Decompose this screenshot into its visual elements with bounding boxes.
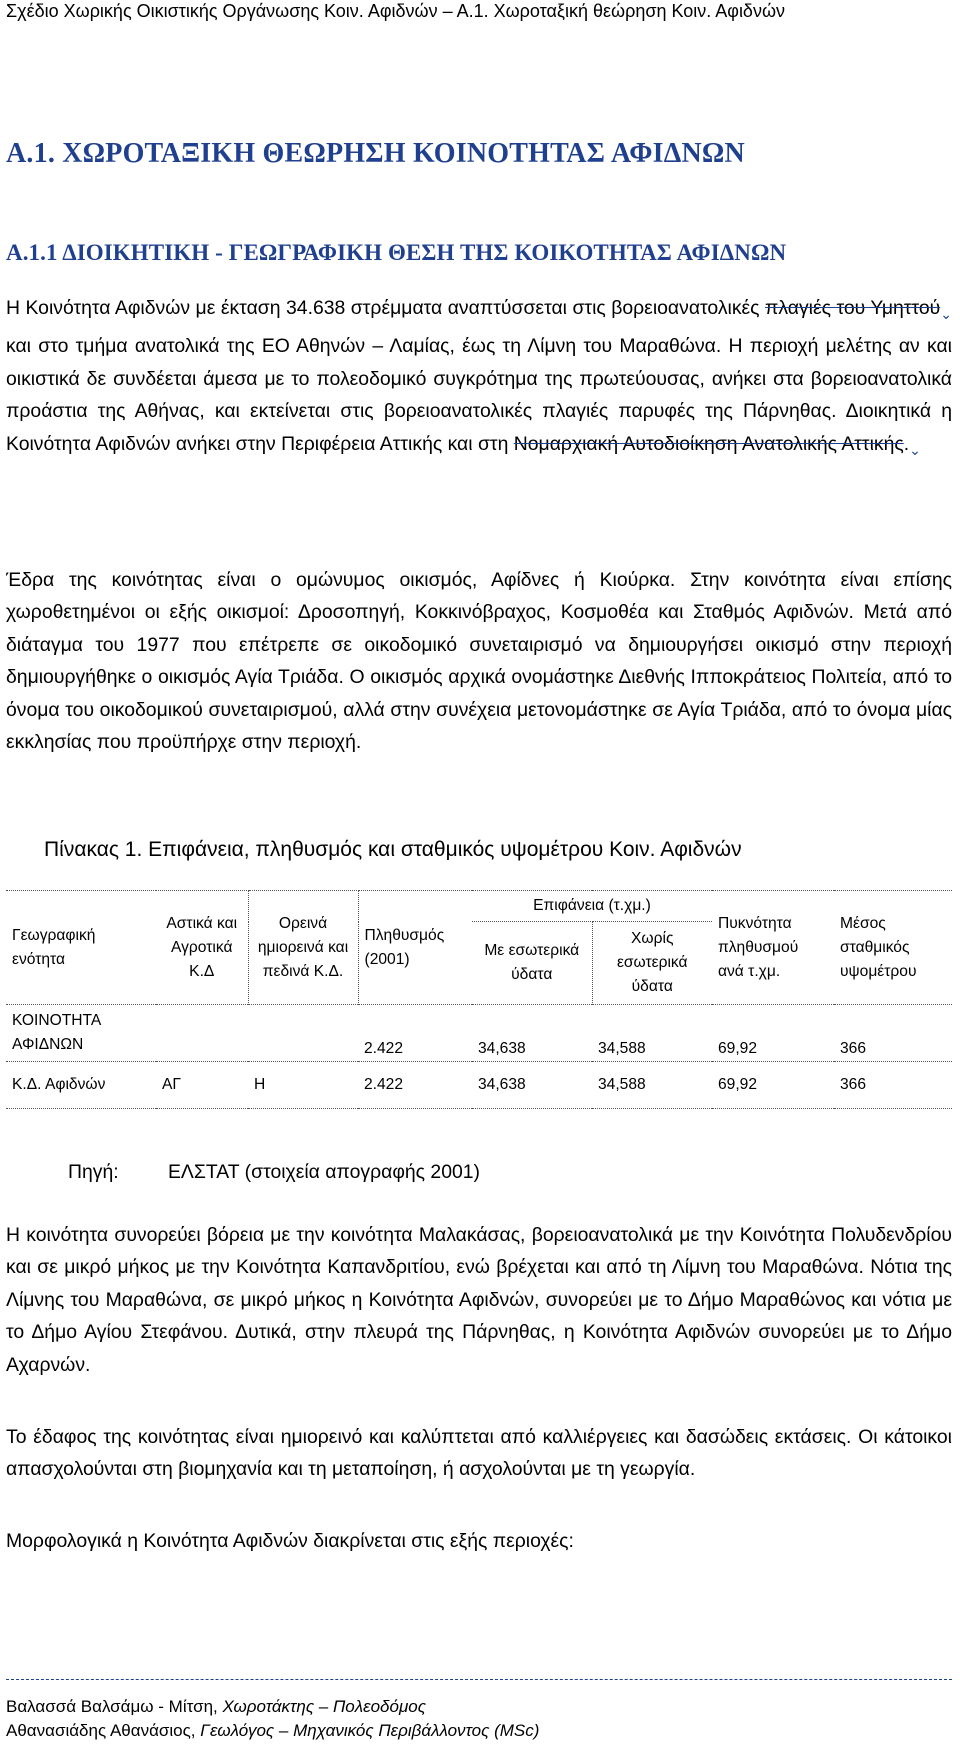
footer-role-1: Χωροτάκτης – Πολεοδόμος — [222, 1697, 426, 1716]
cell-geo: ΚΟΙΝΟΤΗΤΑ ΑΦΙΔΝΩΝ — [6, 1005, 156, 1062]
header-density: Πυκνότητα πληθυσμού ανά τ.χμ. — [712, 891, 834, 1005]
footer-divider — [6, 1679, 952, 1680]
footer-line-1 — [6, 1695, 539, 1719]
cell-with-water: 34,638 — [472, 1062, 592, 1109]
cell-geo: Κ.Δ. Αφιδνών — [6, 1062, 156, 1109]
header-mountain: Ορεινά ημιορεινά και πεδινά Κ.Δ. — [248, 891, 358, 1005]
heading-section: Α.1.1 ΔΙΟΙΚΗΤΙΚΗ - ΓΕΩΓΡΑΦΙΚΗ ΘΕΣΗ ΤΗΣ ΚΟΙΚΟΤΗΤΑΣ ΑΦΙΔΝΩΝ — [6, 240, 787, 265]
page-footer — [6, 1695, 539, 1743]
page-header: Σχέδιο Χωρικής Οικιστικής Οργάνωσης Κοιν. Αφιδνών – Α.1. Χωροταξική θεώρηση Κοιν. Αφιδνών — [6, 1, 786, 21]
header-urban: Αστικά και Αγροτικά Κ.Δ — [156, 891, 248, 1005]
cell-with-water: 34,638 — [472, 1005, 592, 1062]
paragraph-borders: Η κοινότητα συνορεύει βόρεια με την κοινότητα Μαλακάσας, βορειοανατολικά με την Κοινότητα Πολυδενδρίου και σε μικρό μήκος με την Κοινότητα Καπανδριτίου, ενώ βρέχεται και από τη Λίμνη του Μαραθώνα. Νότια της Λίμνης του Μαραθώνα, σε μικρό μήκος η Κοινότητα Αφιδνών, συνορεύει με το Δήμο Μαραθώνος και νότια με το Δήμο Αγίου Στεφάνου. Δυτικά, στην πλευρά της Πάρνηθας, η Κοινότητα Αφιδνών συνορεύει με το Δήμο Αχαρνών. — [6, 1224, 952, 1376]
table-caption: Πίνακας 1. Επιφάνεια, πληθυσμός και σταθμικός υψομέτρου Κοιν. Αφιδνών — [44, 838, 742, 861]
footer-author-2: Αθανασιάδης Αθανάσιος, — [6, 1721, 201, 1740]
para1-text-c: . — [903, 432, 910, 455]
footer-role-2: Γεωλόγος – Μηχανικός Περιβάλλοντος (MSc) — [200, 1721, 540, 1740]
source-text: ΕΛΣΤΑΤ (στοιχεία απογραφής 2001) — [168, 1161, 480, 1183]
footer-line-2 — [6, 1719, 539, 1743]
paragraph-settlements: Έδρα της κοινότητας είναι ο ομώνυμος οικισμός, Αφίδνες ή Κιούρκα. Στην κοινότητα είναι επίσης χωροθετημένοι οι εξής οικισμοί: Δροσοπηγή, Κοκκινόβραχος, Κοσμοθέα και Σταθμός Αφιδνών. Μετά από διάταγμα του 1977 που επέτρεπε σε οικοδομικό συνεταιρισμό να δημιουργήσει οικισμό στην περιοχή δημιουργήθηκε ο οικισμός Αγία Τριάδα. Ο οικισμός αρχικά ονομάστηκε Διεθνής Ιπποκράτειος Πολιτεία, από το όνομα του οικοδομικού συνεταιρισμού, αλλά στην συνέχεια μετονομάστηκε σε Αγία Τριάδα, από το όνομα μίας εκκλησίας που προϋπήρχε στην περιοχή. — [6, 569, 952, 754]
paragraph-terrain: Το έδαφος της κοινότητας είναι ημιορεινό και καλύπτεται από καλλιέργειες και δασώδεις εκτάσεις. Οι κάτοικοι απασχολούνται στη βιομηχανία και τη μεταποίηση, ή ασχολούνται με τη γεωργία. — [6, 1426, 952, 1481]
para1-text-a: Η Κοινότητα Αφιδνών με έκταση 34.638 στρέμματα αναπτύσσεται στις βορειοανατολικές — [6, 297, 765, 319]
table-row — [6, 1005, 952, 1062]
cell-population: 2.422 — [358, 1005, 472, 1062]
cell-urban: ΑΓ — [156, 1062, 248, 1109]
cell-altitude: 366 — [834, 1062, 952, 1109]
revision-mark: ⌄ — [909, 441, 921, 458]
heading-main: Α.1. ΧΩΡΟΤΑΞΙΚΗ ΘΕΩΡΗΣΗ ΚΟΙΝΟΤΗΤΑΣ ΑΦΙΔΝΩΝ — [6, 138, 745, 169]
header-altitude: Μέσος σταθμικός υψομέτρου — [834, 891, 952, 1005]
statistics-table — [6, 890, 952, 1109]
cell-urban — [156, 1005, 248, 1062]
para1-text-b: και στο τμήμα ανατολικά της ΕΟ Αθηνών – Λαμίας, έως τη Λίμνη του Μαραθώνα. Η περιοχή μελέτης αν και οικιστικά δε συνδέεται άμεσα με το πολεοδομικό συγκρότημα της πρωτεύουσας, ανήκει στα βορειοανατολικά προάστια της Αθήνας, και εκτείνεται στις βορειοανατολικές πλαγιές παρυφές της Πάρνηθας. Διοικητικά η Κοινότητα Αφιδνών ανήκει στην Περιφέρεια Αττικής και στη — [6, 335, 952, 455]
cell-without-water: 34,588 — [592, 1005, 712, 1062]
table-row — [6, 1062, 952, 1109]
footer-author-1: Βαλασσά Βαλσάμω - Μίτση, — [6, 1697, 223, 1716]
cell-altitude: 366 — [834, 1005, 952, 1062]
para1-strike-1: πλαγιές του Υμηττού — [765, 297, 941, 319]
source-label: Πηγή: — [68, 1161, 119, 1183]
paragraph-morphology: Μορφολογικά η Κοινότητα Αφιδνών διακρίνεται στις εξής περιοχές: — [6, 1530, 574, 1552]
header-area-group: Επιφάνεια (τ.χμ.) — [472, 891, 712, 922]
table-source — [68, 1159, 480, 1185]
para1-strike-2: Νομαρχιακή Αυτοδιοίκηση Ανατολικής Αττικής — [513, 432, 904, 455]
cell-mountain — [248, 1005, 358, 1062]
header-with-water: Με εσωτερικά ύδατα — [472, 922, 592, 1005]
paragraph-location — [6, 292, 952, 466]
header-without-water: Χωρίς εσωτερικά ύδατα — [616, 930, 688, 995]
cell-without-water: 34,588 — [592, 1062, 712, 1109]
cell-population: 2.422 — [358, 1062, 472, 1109]
cell-mountain: Η — [248, 1062, 358, 1109]
cell-density: 69,92 — [712, 1005, 834, 1062]
revision-mark: ⌄ — [940, 305, 952, 322]
header-geo: Γεωγραφική ενότητα — [6, 891, 156, 1005]
cell-density: 69,92 — [712, 1062, 834, 1109]
header-population: Πληθυσμός (2001) — [358, 891, 472, 1005]
